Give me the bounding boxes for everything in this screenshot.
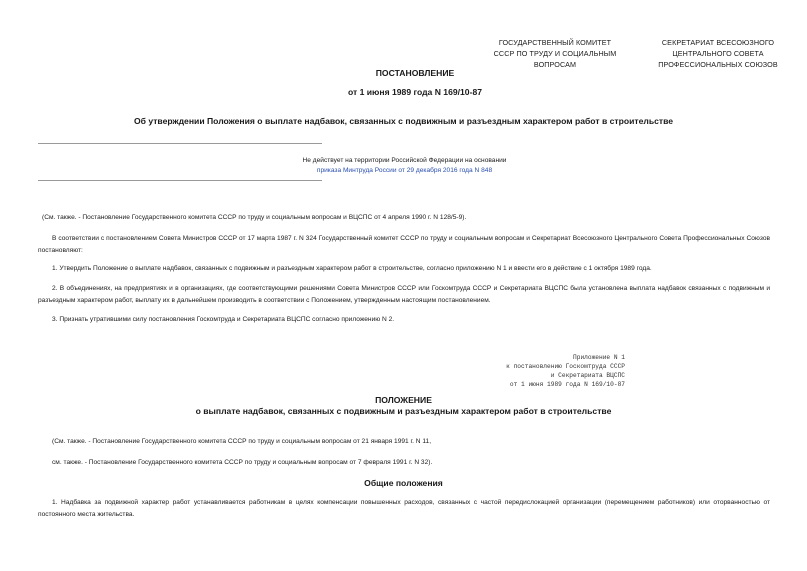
issuer-left-line: ВОПРОСАМ <box>533 60 577 69</box>
divider-top <box>38 143 322 144</box>
doc-date: от 1 июня 1989 года N 169/10-87 <box>347 87 483 97</box>
appendix-reference <box>440 353 625 389</box>
doc-title: Об утверждении Положения о выплате надбавок, связанных с подвижным и разъездным характером работ в строительстве <box>133 116 674 126</box>
issuer-right-line: СЕКРЕТАРИАТ ВСЕСОЮЗНОГО <box>661 38 775 47</box>
issuer-left-line: СССР ПО ТРУДУ И СОЦИАЛЬНЫМ <box>493 49 617 58</box>
divider-bottom <box>38 180 322 181</box>
regulation-subtitle: о выплате надбавок, связанных с подвижным и разъездным характером работ в строительстве <box>195 406 612 416</box>
issuer-right <box>634 37 802 70</box>
issuer-right-line: ЦЕНТРАЛЬНОГО СОВЕТА <box>672 49 764 58</box>
appendix-line: к постановлению Госкомтруда СССР <box>506 363 625 370</box>
status-line: Не действует на территории Российской Федерации на основании <box>302 157 507 164</box>
regulation-see-also-a: (См. также. - Постановление Государственного комитета СССР по труду и социальным вопросам от 21 января 1991 г. N 11, <box>52 438 432 445</box>
preamble-paragraph: В соответствии с постановлением Совета Министров СССР от 17 марта 1987 г. N 324 Государственный комитет СССР по труду и социальным вопросам и Секретариат Всесоюзного Центрального Совета Профессиональных Союзов постановляют: <box>38 235 770 254</box>
clause-3: 3. Признать утратившими силу постановления Госкомтруда и Секретариата ВЦСПС согласно приложению N 2. <box>52 316 395 323</box>
regulation-title: ПОЛОЖЕНИЕ <box>375 395 432 405</box>
status-order-link[interactable]: приказа Минтруда России от 29 декабря 2016 года N 848 <box>316 167 493 174</box>
regulation-see-also-b: см. также. - Постановление Государственного комитета СССР по труду и социальным вопросам от 7 февраля 1991 г. N 32). <box>52 459 433 466</box>
status-link-wrap <box>292 165 517 176</box>
see-also-note: (См. также. - Постановление Государственного комитета СССР по труду и социальным вопросам и ВЦСПС от 4 апреля 1990 г. N 128/5-9). <box>42 214 467 221</box>
doc-type: ПОСТАНОВЛЕНИЕ <box>375 68 455 78</box>
appendix-line: от 1 июня 1989 года N 169/10-87 <box>509 381 625 388</box>
issuer-left <box>470 37 640 70</box>
appendix-line: и Секретариата ВЦСПС <box>550 372 625 379</box>
issuer-left-line: ГОСУДАРСТВЕННЫЙ КОМИТЕТ <box>498 38 612 47</box>
section-heading: Общие положения <box>364 478 443 488</box>
clause-1: 1. Утвердить Положение о выплате надбавок, связанных с подвижным и разъездным характером работ в строительстве, согласно приложению N 1 и ввести его в действие с 1 октября 1989 года. <box>52 265 652 272</box>
clause-2: 2. В объединениях, на предприятиях и в организациях, где соответствующими решениями Совета Министров СССР или Госкомтруда СССР и Секретариата ВЦСПС была установлена выплата надбавок связанных с подвижным и разъездным характером работ, выплату их в дальнейшем производить в соответствии с Положением, утвержденным настоящим постановлением. <box>38 285 770 304</box>
appendix-line: Приложение N 1 <box>573 354 625 361</box>
issuer-right-line: ПРОФЕССИОНАЛЬНЫХ СОЮЗОВ <box>658 60 778 69</box>
regulation-item-1: 1. Надбавка за подвижной характер работ устанавливается работникам в целях компенсации повышенных расходов, связанных с частой передислокацией организации (перемещением работников) или оторванностью от постоянного места жительства. <box>38 499 770 518</box>
